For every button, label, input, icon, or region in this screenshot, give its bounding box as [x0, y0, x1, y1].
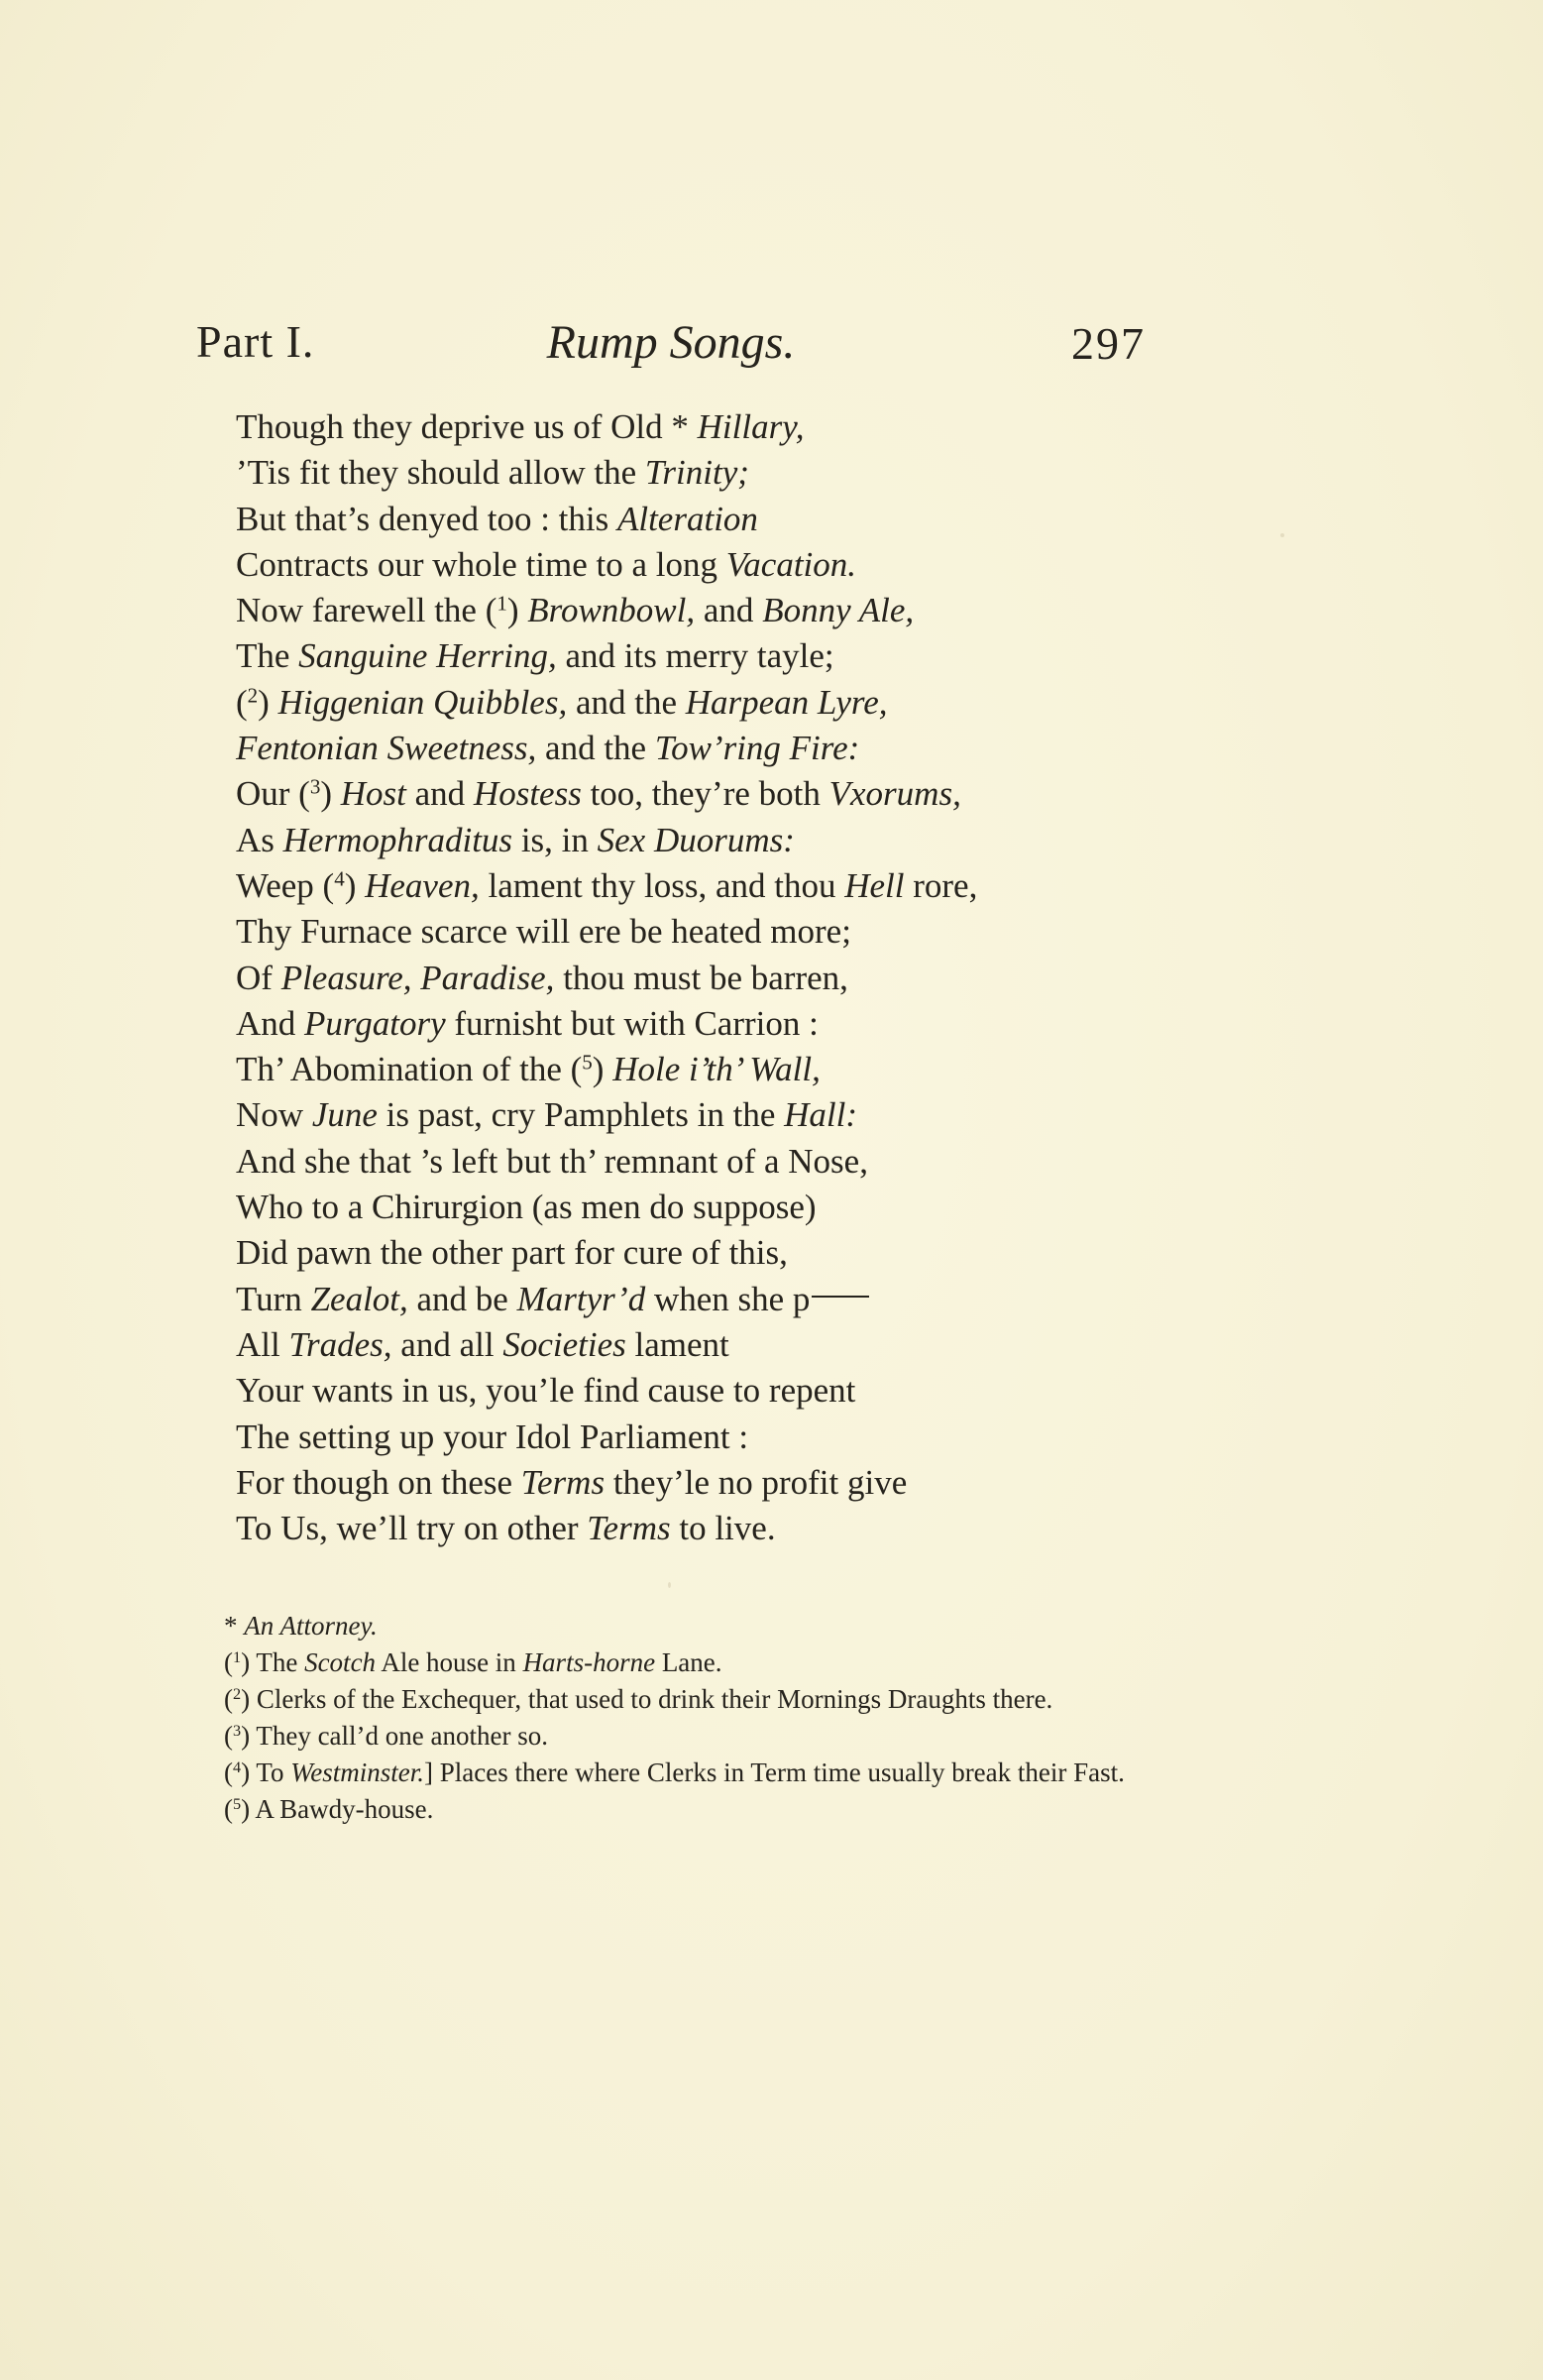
footnote-marker: 2: [247, 683, 259, 708]
text-run: ) To: [241, 1757, 291, 1787]
text-run: rore,: [904, 865, 978, 905]
text-run: *: [224, 1611, 245, 1641]
italic-text: Hillary,: [697, 407, 805, 446]
footnote-marker: 1: [496, 591, 507, 616]
text-run: and be: [407, 1279, 517, 1318]
poem-line: [236, 1139, 1148, 1185]
text-run: But that’s denyed too : this: [236, 499, 617, 538]
italic-text: An Attorney.: [244, 1611, 378, 1641]
italic-text: Terms: [520, 1462, 606, 1502]
text-run: and: [405, 774, 474, 814]
italic-text: Fentonian Sweetness,: [236, 729, 537, 768]
text-run: ) A Bawdy-house.: [241, 1794, 434, 1824]
text-run: To Us, we’ll try on other: [236, 1509, 588, 1548]
italic-text: June: [311, 1095, 378, 1135]
italic-text: Hell: [844, 865, 905, 905]
poem-line: [236, 588, 1148, 633]
text-run: ): [344, 865, 366, 905]
italic-text: Hall:: [784, 1095, 858, 1135]
text-run: Weep (: [236, 865, 335, 905]
italic-text: Hermophraditus: [282, 820, 513, 859]
poem-line: [236, 909, 1148, 955]
poem-line: [236, 1506, 1148, 1551]
poem-line: [236, 1277, 1148, 1322]
poem-line: [236, 771, 1148, 817]
text-run: ] Places there where Clerks in Term time usually break their Fast.: [423, 1757, 1125, 1787]
italic-text: Sanguine Herring,: [298, 636, 557, 676]
text-run: (: [224, 1721, 233, 1751]
text-run: and the: [567, 682, 686, 722]
footnote-marker: 2: [233, 1685, 242, 1704]
poem-line: [236, 542, 1148, 588]
text-run: lament: [625, 1324, 729, 1364]
footnote-marker: 3: [233, 1722, 242, 1741]
text-run: furnisht but with Carrion :: [445, 1003, 819, 1043]
poem-line: [236, 956, 1148, 1001]
italic-text: Trades,: [288, 1324, 392, 1364]
italic-text: Hostess: [473, 774, 582, 814]
text-run: when she p: [645, 1279, 811, 1318]
text-run: thou must be barren,: [554, 958, 848, 997]
italic-text: Vxorums,: [828, 774, 961, 814]
text-run: ): [506, 591, 528, 630]
italic-text: Hole i’th’ Wall,: [612, 1050, 821, 1089]
running-header: [196, 315, 1146, 375]
paper-speck: [1280, 533, 1284, 537]
text-run: ): [592, 1050, 613, 1089]
italic-text: Societies: [502, 1324, 626, 1364]
footnote: [196, 1681, 1140, 1718]
footnote-marker: 5: [233, 1795, 242, 1814]
italic-text: Bonny Ale,: [762, 591, 915, 630]
italic-text: Alteration: [616, 499, 758, 538]
poem-line: [236, 680, 1148, 726]
footnotes: [196, 1608, 1140, 1828]
text-run: Now: [236, 1095, 312, 1135]
text-run: Our (: [236, 774, 310, 814]
text-run: And she that ’s left but th’ remnant of a Nose,: [236, 1141, 868, 1181]
text-run: ) Clerks of the Exchequer, that used to drink their Mornings Draughts there.: [241, 1684, 1053, 1714]
italic-text: Scotch: [304, 1647, 377, 1677]
footnote: [196, 1718, 1140, 1755]
text-run: Did pawn the other part for cure of this,: [236, 1233, 788, 1273]
text-run: (: [224, 1757, 233, 1787]
text-run: Ale house in: [376, 1647, 523, 1677]
text-run: Though they deprive us of Old *: [236, 407, 698, 446]
poem-line: [236, 450, 1148, 496]
poem-line: [236, 1415, 1148, 1460]
poem-line: [236, 1460, 1148, 1506]
poem-line: [236, 863, 1148, 909]
text-run: ) The: [241, 1647, 305, 1677]
text-run: to live.: [670, 1509, 776, 1548]
text-run: Turn: [236, 1279, 311, 1318]
text-run: lament thy loss, and thou: [479, 865, 845, 905]
poem-line: [236, 1368, 1148, 1414]
poem-line: [236, 633, 1148, 679]
text-run: The: [236, 636, 299, 676]
text-run: For though on these: [236, 1462, 521, 1502]
italic-text: Westminster.: [290, 1757, 424, 1787]
footnote-marker: 4: [233, 1758, 242, 1777]
text-run: ): [258, 682, 278, 722]
footnote-marker: 5: [582, 1050, 593, 1075]
paper-speck: [668, 1582, 671, 1588]
page-number: 297: [1071, 318, 1146, 369]
italic-text: Vacation.: [725, 544, 857, 584]
text-run: (: [224, 1794, 233, 1824]
text-run: Who to a Chirurgion (as men do suppose): [236, 1188, 817, 1227]
footnote: [196, 1791, 1140, 1828]
italic-text: Sex Duorums:: [597, 820, 795, 859]
poem-body: [236, 404, 1148, 1551]
text-run: Now farewell the (: [236, 591, 497, 630]
text-run: ): [320, 774, 341, 814]
footnote: [196, 1608, 1140, 1644]
text-run: and the: [536, 729, 655, 768]
text-run: Th’ Abomination of the (: [236, 1050, 583, 1089]
poem-line: [236, 497, 1148, 542]
footnote-marker: 4: [334, 866, 345, 891]
poem-line: [236, 818, 1148, 863]
italic-text: Terms: [587, 1509, 671, 1548]
text-run: Contracts our whole time to a long: [236, 544, 726, 584]
footnote: [196, 1755, 1140, 1791]
footnote-marker: 1: [233, 1648, 242, 1667]
text-run: too, they’re both: [581, 774, 829, 814]
text-run: Lane.: [655, 1647, 722, 1677]
text-run: The setting up your Idol Parliament :: [236, 1417, 749, 1456]
italic-text: Zealot,: [310, 1279, 408, 1318]
text-run: Your wants in us, you’le find cause to repent: [236, 1371, 856, 1411]
text-run: is past, cry Pamphlets in the: [377, 1095, 785, 1135]
poem-line: [236, 1092, 1148, 1138]
text-run: Thy Furnace scarce will ere be heated more;: [236, 912, 851, 952]
text-run: As: [236, 820, 283, 859]
italic-text: Heaven,: [365, 865, 480, 905]
text-run: is, in: [512, 820, 598, 859]
text-run: (: [236, 682, 248, 722]
text-run: and all: [391, 1324, 503, 1364]
footnote-marker: 3: [309, 774, 321, 799]
poem-line: [236, 1047, 1148, 1092]
italic-text: Trinity;: [644, 453, 749, 493]
text-run: and: [695, 591, 763, 630]
text-run: (: [224, 1647, 233, 1677]
text-run: they’le no profit give: [605, 1462, 908, 1502]
italic-text: Harpean Lyre,: [685, 682, 888, 722]
italic-text: Pleasure, Paradise,: [280, 958, 555, 997]
text-run: ’Tis fit they should allow the: [236, 453, 645, 493]
italic-text: Purgatory: [304, 1003, 446, 1043]
poem-line: [236, 1230, 1148, 1276]
running-title: Rump Songs.: [546, 316, 796, 369]
italic-text: Higgenian Quibbles,: [277, 682, 568, 722]
italic-text: Host: [340, 774, 406, 814]
part-label: Part I.: [196, 316, 315, 367]
italic-text: Tow’ring Fire:: [654, 729, 860, 768]
poem-line: [236, 1001, 1148, 1047]
text-run: and its merry tayle;: [556, 636, 834, 676]
footnote: [196, 1644, 1140, 1681]
italic-text: Martyr’d: [516, 1279, 646, 1318]
text-run: (: [224, 1684, 233, 1714]
italic-text: Harts-horne: [522, 1647, 656, 1677]
text-run: Of: [236, 958, 281, 997]
text-run: All: [236, 1324, 289, 1364]
poem-line: [236, 726, 1148, 771]
poem-line: [236, 1322, 1148, 1368]
elision-dash: [812, 1296, 869, 1298]
text-run: And: [236, 1003, 305, 1043]
italic-text: Brownbowl,: [527, 591, 696, 630]
text-run: ) They call’d one another so.: [241, 1721, 548, 1751]
poem-line: [236, 1185, 1148, 1230]
poem-line: [236, 404, 1148, 450]
